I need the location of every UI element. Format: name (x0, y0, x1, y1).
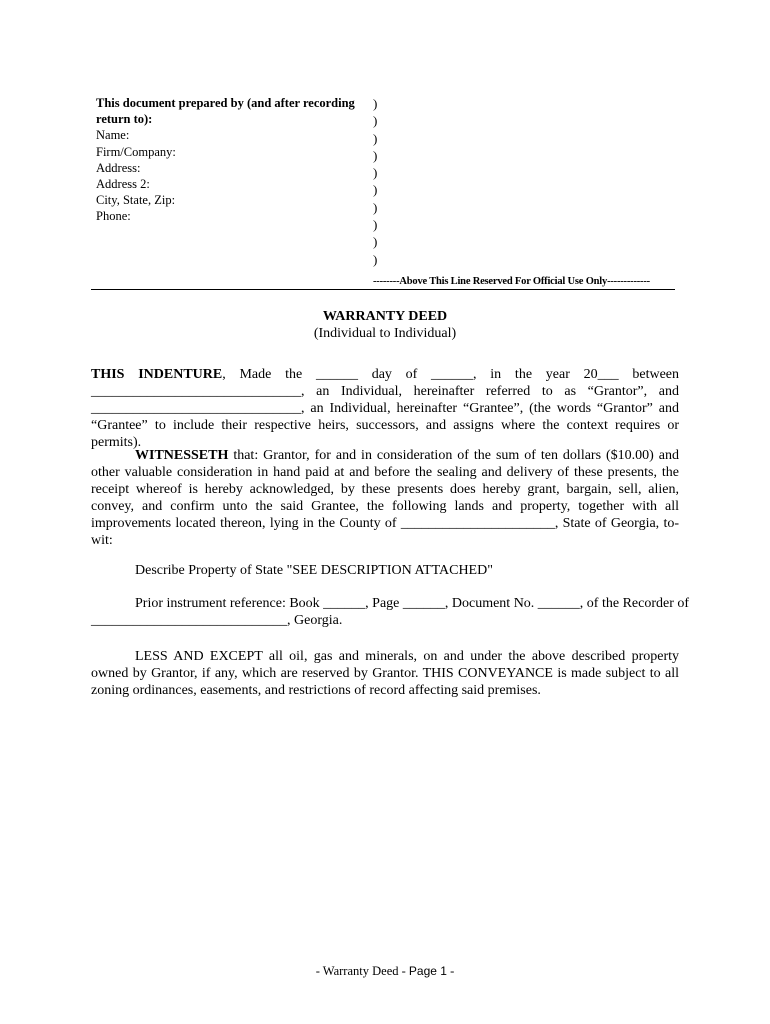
witnesseth-text: that: Grantor, for and in consideration of the sum of ten dollars ($10.00) and other valuable consideration in hand paid at and before the sealing and delivery of these presents, the receipt whereof is hereby acknowledged, by these presents does hereby grant, bargain, sell, alien, convey, and confirm unto the said Grantee, the following lands and property, together with all improvements located thereon, lying in the County of ______________________, State of Georgia, to-wit: (91, 448, 679, 548)
witnesseth-paragraph (91, 447, 679, 549)
paren: ) (373, 182, 378, 198)
document-title: WARRANTY DEED (322, 309, 448, 324)
paren: ) (373, 234, 378, 250)
prepared-by-heading-line2: return to): (96, 112, 153, 127)
paren: ) (373, 113, 378, 129)
footer-suffix: - (446, 964, 455, 978)
name-label: Name: (96, 128, 130, 143)
less-except-paragraph: LESS AND EXCEPT all oil, gas and minerals, on and under the above described property owned by Grantor, if any, which are reserved by Grantor. THIS CONVEYANCE is made subject to all zoning ordinances, easements, and restrictions of record affecting said premises. (91, 649, 679, 698)
page-footer (0, 964, 770, 979)
indenture-paragraph (91, 366, 679, 451)
firm-company-label: Firm/Company: (96, 144, 176, 159)
recording-divider (91, 289, 675, 290)
address-label: Address: (96, 160, 141, 175)
prepared-by-heading-line1: This document prepared by (and after recording (96, 96, 355, 110)
phone-label: Phone: (96, 209, 131, 224)
paren: ) (373, 130, 378, 146)
footer-prefix: - Warranty Deed - (315, 964, 409, 978)
paren-column (373, 95, 377, 268)
indenture-text: , Made the ______ day of ______, in the year 20___ between ______________________________, an Individual, hereinafter referred to as “Grantor”, and ______________________________, an Individual, hereinafter “Grantee”, (the words “Grantor” and “Grantee” to include their respective heirs, successors, and assigns where the context requires or permits). (91, 367, 679, 450)
city-state-zip-label: City, State, Zip: (96, 193, 176, 208)
paren: ) (373, 96, 378, 111)
prior-instrument-line2: ____________________________, Georgia. (91, 613, 343, 628)
prepared-by-block (96, 95, 355, 225)
paren: ) (373, 251, 378, 267)
address2-label: Address 2: (96, 177, 150, 192)
paren: ) (373, 217, 378, 233)
paren: ) (373, 165, 378, 181)
document-subtitle: (Individual to Individual) (313, 326, 457, 341)
describe-property-line: Describe Property of State "SEE DESCRIPTION ATTACHED" (135, 563, 493, 578)
paren: ) (373, 147, 378, 163)
indenture-lead: THIS INDENTURE (91, 367, 223, 382)
witnesseth-lead: WITNESSETH (135, 448, 229, 463)
reserved-line-text: --------Above This Line Reserved For Official Use Only------------- (373, 276, 650, 287)
paren: ) (373, 199, 378, 215)
footer-page-number: Page 1 (408, 964, 447, 978)
prior-instrument-line1: Prior instrument reference: Book ______, Page ______, Document No. ______, of the Recorder of (135, 596, 690, 611)
